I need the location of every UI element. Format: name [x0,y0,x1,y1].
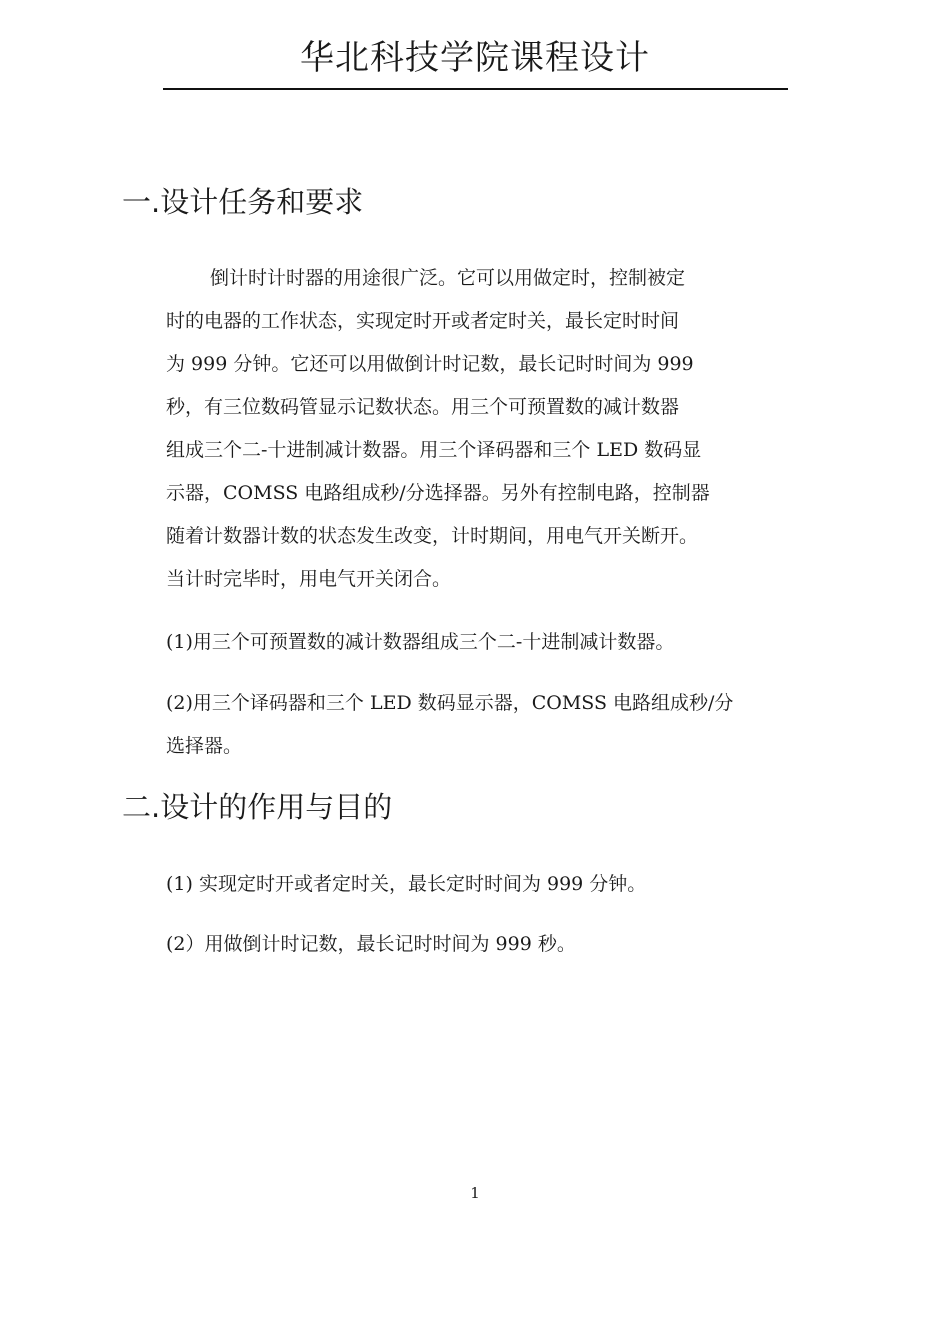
document-header-title: 华北科技学院课程设计 [300,38,650,78]
paragraph-line: 随着计数器计数的状态发生改变，计时期间，用电气开关断开。 [166,525,699,547]
list-item-text: 选择器。 [166,735,243,757]
paragraph-line: 当计时完毕时，用电气开关闭合。 [166,568,452,590]
section-heading-purpose: 二.设计的作用与目的 [122,790,393,824]
paragraph-line: 秒，有三位数码管显示记数状态。用三个可预置数的减计数器 [166,396,680,418]
paragraph-line: 为 999 分钟。它还可以用做倒计时记数，最长记时时间为 999 [166,353,694,375]
paragraph-line: 示器，COMSS 电路组成秒/分选择器。另外有控制电路，控制器 [166,482,710,504]
paragraph-line: 倒计时计时器的用途很广泛。它可以用做定时，控制被定 [210,267,686,289]
section-heading-design-task: 一.设计任务和要求 [122,185,364,219]
section1-list-item-2 [166,682,788,768]
paragraph-line: 时的电器的工作状态，实现定时开或者定时关，最长定时时间 [166,310,680,332]
list-item-text: (2)用三个译码器和三个 LED 数码显示器，COMSS 电路组成秒/分 [166,692,734,714]
header-divider [163,88,788,90]
section2-list-item-2 [166,923,788,966]
list-item-text: (1)用三个可预置数的减计数器组成三个二-十进制减计数器。 [166,631,675,653]
section1-body-paragraph [166,257,788,601]
list-item-text: (2）用做倒计时记数，最长记时时间为 999 秒。 [166,933,576,955]
section1-list-item-1 [166,621,788,664]
page-number: 1 [470,1184,480,1202]
paragraph-line: 组成三个二-十进制减计数器。用三个译码器和三个 LED 数码显 [166,439,702,461]
list-item-text: (1) 实现定时开或者定时关，最长定时时间为 999 分钟。 [166,873,647,895]
section2-list-item-1 [166,863,788,906]
